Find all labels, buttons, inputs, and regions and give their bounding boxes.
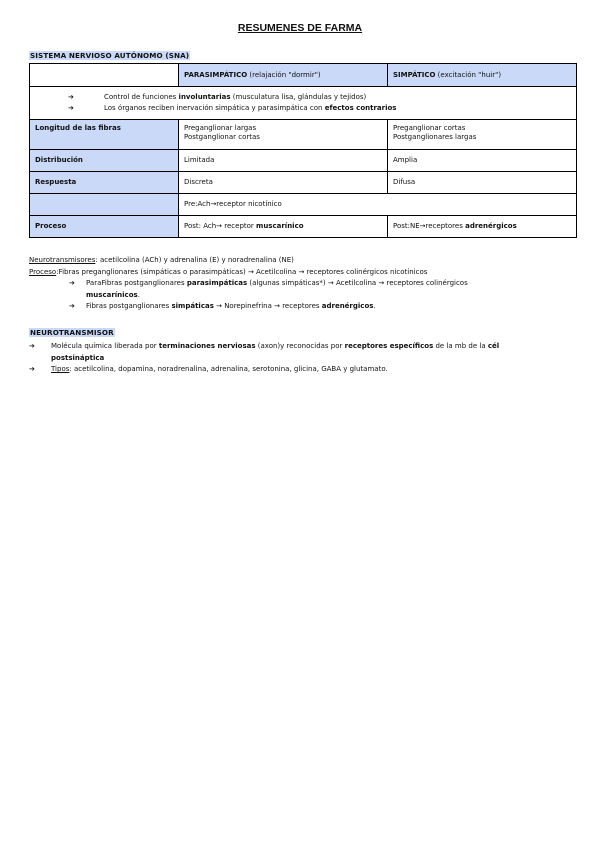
- intro-list: [35, 92, 571, 114]
- row-distribucion: [30, 150, 577, 172]
- cell-longitud-para: Preganglionar largas Postganglionar cortas: [179, 120, 388, 150]
- row-respuesta: [30, 172, 577, 194]
- intro-item: ➔ Los órganos reciben inervación simpática y parasimpática con efectos contrarios: [68, 104, 397, 112]
- arrow-icon: ➔: [69, 279, 75, 287]
- row-label-proceso: Proceso: [30, 216, 179, 238]
- note-neurotransmisores: Neurotransmisores: acetilcolina (ACh) y adrenalina (E) y noradrenalina (NE): [29, 256, 294, 264]
- row-proceso: [30, 216, 577, 238]
- note-proceso: Proceso:Fibras preganglionares (simpáticas o parasimpáticas) → Acetilcolina → receptores colinérgicos nicotínicos: [29, 267, 428, 276]
- cell-longitud-simp: Preganglionar cortas Postganglionares largas: [388, 120, 577, 150]
- table-header-row: [30, 64, 577, 87]
- cell-proceso-simp: Post:NE→receptores adrenérgicos: [388, 216, 577, 238]
- cell-respuesta-simp: Difusa: [388, 172, 577, 194]
- cell-proceso-para: Post: Ach→ receptor muscarínico: [179, 216, 388, 238]
- sna-notes: [29, 255, 574, 313]
- cell-distribucion-para: Limitada: [179, 150, 388, 172]
- row-longitud: [30, 120, 577, 150]
- document-title: RESUMENES DE FARMA: [237, 22, 363, 34]
- row-pre: [30, 194, 577, 216]
- intro-item: ➔ Control de funciones involuntarias (musculatura lisa, glándulas y tejidos): [68, 93, 367, 101]
- neurotransmisor-list: [29, 341, 574, 376]
- note-sub-simpaticas: ➔ Fibras postganglionares simpáticas → Norepinefrina → receptores adrenérgicos.: [29, 301, 574, 313]
- header-simpatico: SIMPÁTICO (excitación "huir"): [388, 64, 577, 87]
- row-label-respuesta: Respuesta: [30, 172, 179, 194]
- intro-row: [30, 87, 577, 120]
- section-label-neurotransmisor: NEUROTRANSMISOR: [30, 328, 114, 337]
- list-item: ➔ Molécula química liberada por terminaciones nerviosas (axon)y reconocidas por receptores específicos de la mb de la cél postsináptica: [29, 341, 574, 364]
- arrow-icon: ➔: [68, 104, 74, 112]
- header-empty-cell: [30, 64, 179, 87]
- row-label-distribucion: Distribución: [30, 150, 179, 172]
- note-sub-parasimpaticas: ➔ ParaFibras postganglionares parasimpáticas (algunas simpáticas*) → Acetilcolina → receptores colinérgicos: [29, 278, 574, 290]
- arrow-icon: ➔: [29, 342, 35, 350]
- row-label-longitud: Longitud de las fibras: [30, 120, 179, 150]
- cell-respuesta-para: Discreta: [179, 172, 388, 194]
- cell-pre: Pre:Ach→receptor nicotínico: [179, 194, 577, 216]
- note-sub-parasimpaticas-cont: muscarínicos.: [86, 290, 140, 299]
- header-parasimpatico: PARASIMPÁTICO (relajación "dormir"): [179, 64, 388, 87]
- sna-table: [29, 63, 577, 238]
- arrow-icon: ➔: [69, 302, 75, 310]
- cell-distribucion-simp: Amplia: [388, 150, 577, 172]
- arrow-icon: ➔: [68, 93, 74, 101]
- arrow-icon: ➔: [29, 365, 35, 373]
- section-label-sna: SISTEMA NERVIOSO AUTÓNOMO (SNA): [30, 51, 190, 60]
- row-label-empty: [30, 194, 179, 216]
- list-item: ➔ Tipos: acetilcolina, dopamina, noradrenalina, adrenalina, serotonina, glicina, GABA y glutamato.: [29, 364, 574, 376]
